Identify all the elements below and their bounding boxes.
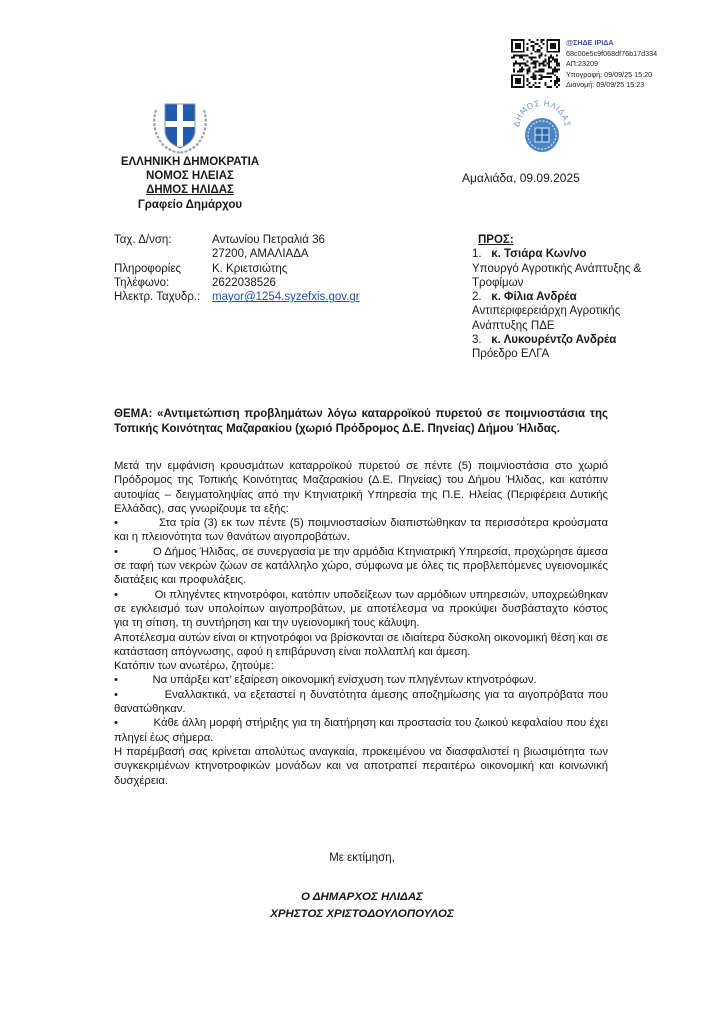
- seal-text: ΔΗΜΟΣ ΗΛΙΔΑΣ: [512, 98, 572, 128]
- recipient-name: κ. Λυκουρέντζο Ανδρέα: [491, 334, 617, 347]
- issuer-block: [100, 155, 280, 212]
- bullet-icon: •: [114, 588, 155, 601]
- stamp-signature-time: Υπογραφή: 09/09/25 15:20: [566, 69, 653, 79]
- municipality-seal-icon: [511, 95, 573, 155]
- letter-date: Αμαλιάδα, 09.09.2025: [462, 171, 580, 185]
- contact-label: [114, 247, 212, 261]
- contact-label: Τηλέφωνο:: [114, 276, 170, 289]
- recipient-role: Πρόεδρο ΕΛΓΑ: [472, 348, 550, 361]
- letter-body: [114, 459, 608, 788]
- conclusion-paragraph: Η παρέμβασή σας κρίνεται απολύτως αναγκαία, προκειμένου να διασφαλιστεί η βιωσιμότητα των συγκεκριμένων κτηνοτροφικών μονάδων και να αποτραπεί περαιτέρω οικονομική και κοινωνική δυσχέρεια.: [114, 745, 608, 787]
- contact-value: 2622038526: [212, 276, 276, 289]
- recipient-role: Υπουργό Αγροτικής Ανάπτυξης & Τροφίμων: [472, 262, 642, 289]
- contact-row: [114, 247, 360, 261]
- stamp-protocol: ΑΠ:23209: [566, 59, 598, 69]
- digital-stamp: [566, 38, 657, 91]
- contact-row: [114, 262, 360, 276]
- bullet-icon: •: [114, 545, 153, 558]
- recipient-name: κ. Φίλια Ανδρέα: [491, 291, 577, 304]
- bullet-text: Εναλλακτικά, να εξεταστεί η δυνατότητα άμεσης αποζημίωσης για τα αιγοπρόβατα που θανατώθηκαν.: [114, 688, 608, 716]
- recipient-item: [472, 333, 672, 362]
- signatory-title: Ο ΔΗΜΑΡΧΟΣ ΗΛΙΔΑΣ: [301, 891, 423, 903]
- bullet-item: [114, 545, 608, 588]
- recipients-block: [472, 233, 672, 362]
- bullet-icon: •: [114, 717, 154, 730]
- intro-paragraph: Μετά την εμφάνιση κρουσμάτων καταρροϊκού πυρετού σε πέντε (5) ποιμνιοστάσια στο χωριό Πρόδρομος της Τοπικής Κοινότητας Μαζαρακίου (Δ.Ε. Πηνείας) του Δήμου Ήλιδας, και κατόπιν αυτοψίας – δειγματοληψίας από την Κτηνιατρική Υπηρεσία της Π.Ε. Ηλείας (Περιφέρεια Δυτικής Ελλάδας), σας γνωρίζουμε τα εξής:: [114, 460, 608, 515]
- greek-coat-of-arms-icon: [146, 96, 214, 156]
- email-link[interactable]: mayor@1254.syzefxis.gov.gr: [212, 291, 360, 304]
- bullet-icon: •: [114, 674, 153, 687]
- recipient-name: κ. Τσιάρα Κων/νο: [491, 248, 587, 261]
- contact-value: Αντωνίου Πετραλιά 36: [212, 234, 325, 246]
- bullet-text: Κάθε άλλη μορφή στήριξης για τη διατήρηση και προστασία του ζωικού κεφαλαίου που έχει πληγεί έως σήμερα.: [114, 717, 608, 744]
- bullet-text: Στα τρία (3) εκ των πέντε (5) ποιμνιοστασίων διαπιστώθηκαν τα περισσότερα κρούσματα και η πλειονότητα των θανάτων αιγοπροβάτων.: [114, 517, 608, 544]
- request-intro: Κατόπιν των ανωτέρω, ζητούμε:: [114, 660, 274, 673]
- contact-label: Ηλεκτρ. Ταχυδρ.:: [114, 291, 201, 304]
- result-paragraph: Αποτέλεσμα αυτών είναι οι κτηνοτρόφοι να βρίσκονται σε ιδιαίτερα δύσκολη οικονομική θέση και σε κατάσταση απόγνωσης, αφού η επιβάρυνση είναι πολλαπλή και άμεση.: [114, 631, 608, 658]
- bullet-icon: •: [114, 517, 160, 530]
- contact-label: Πληροφορίες: [114, 262, 182, 275]
- contact-row: [114, 276, 360, 290]
- stamp-distribution-time: Διανομή: 09/09/25 15:23: [566, 80, 645, 90]
- contact-row: [114, 233, 360, 247]
- stamp-hash: 68c00e5c9f068df76b17d334: [566, 48, 658, 58]
- bullet-item: [114, 716, 608, 745]
- contact-block: [114, 233, 360, 304]
- bullet-text: Να υπάρξει κατ’ εξαίρεση οικονομική ενίσχυση των πληγέντων κτηνοτρόφων.: [152, 674, 537, 687]
- contact-value: Κ. Κριετσιώτης: [212, 262, 288, 275]
- bullet-item: [114, 588, 608, 631]
- bullet-item: [114, 673, 608, 687]
- contact-label: Ταχ. Δ/νση:: [114, 234, 172, 246]
- contact-value: 27200, ΑΜΑΛΙΑΔΑ: [212, 248, 309, 261]
- bullet-text: Οι πληγέντες κτηνοτρόφοι, κατόπιν υποδείξεων των αρμόδιων υπηρεσιών, υποχρεώθηκαν σε εγκλεισμό των υπολοίπων αιγοπροβάτων, με αποτέλεσμα να προκύψει δυσβάσταχτο κόστος για τη σίτιση, τη συντήρηση και την υγειονομική τους κάλυψη.: [114, 588, 608, 630]
- recipient-number: 2.: [472, 291, 482, 304]
- stamp-brand: @ΣΗΔΕ ΙΡΙΔΑ: [566, 38, 614, 47]
- recipient-number: 3.: [472, 334, 482, 347]
- signatory-name: ΧΡΗΣΤΟΣ ΧΡΙΣΤΟΔΟΥΛΟΠΟΥΛΟΣ: [270, 908, 454, 920]
- recipients-heading: ΠΡΟΣ:: [478, 234, 514, 246]
- recipient-role: Αντιπεριφερειάρχη Αγροτικής Ανάπτυξης ΠΔΕ: [472, 305, 621, 332]
- republic-name: ΕΛΛΗΝΙΚΗ ΔΗΜΟΚΡΑΤΙΑ: [120, 156, 260, 168]
- municipality-name: ΔΗΜΟΣ ΗΛΙΔΑΣ: [146, 184, 234, 197]
- qr-code-icon: [511, 39, 560, 88]
- bullet-text: Ο Δήμος Ήλιδας, σε συνεργασία με την αρμόδια Κτηνιατρική Υπηρεσία, προχώρησε άμεσα σε ταφή των νεκρών ζώων σε κατάλληλο χώρο, σύμφωνα με όλες τις προβλεπόμενες υγειονομικές διατάξεις και προφυλάξεις.: [114, 545, 608, 587]
- bullet-icon: •: [114, 688, 165, 701]
- office-name: Γραφείο Δημάρχου: [137, 198, 243, 211]
- recipient-item: [472, 290, 672, 333]
- letter-subject: ΘΕΜΑ: «Αντιμετώπιση προβλημάτων λόγω καταρροϊκού πυρετού σε ποιμνιοστάσια της Τοπικής Κοινότητας Μαζαρακίου (χωριό Πρόδρομος Δ.Ε. Πηνείας) Δήμου Ήλιδας.: [114, 408, 608, 435]
- bullet-item: [114, 516, 608, 545]
- recipient-item: [472, 247, 672, 290]
- bullet-item: [114, 688, 608, 717]
- prefecture-name: ΝΟΜΟΣ ΗΛΕΙΑΣ: [146, 170, 234, 183]
- closing-salutation: Με εκτίμηση,: [329, 852, 395, 864]
- contact-row: [114, 290, 360, 304]
- recipient-number: 1.: [472, 248, 482, 261]
